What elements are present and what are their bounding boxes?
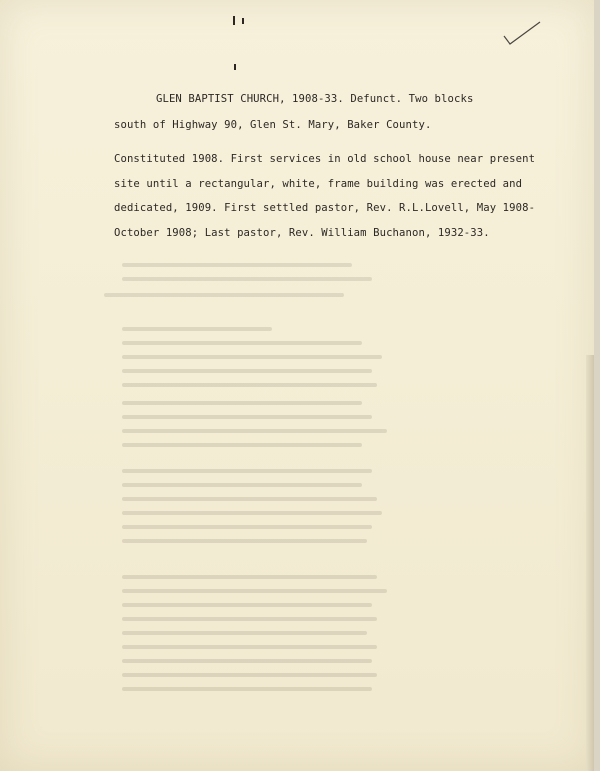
page-edge-shadow	[586, 355, 594, 771]
entry-heading-location: south of Highway 90, Glen St. Mary, Baker County.	[114, 119, 432, 131]
pin-mark	[233, 16, 235, 25]
check-mark-icon	[500, 20, 544, 50]
pin-mark	[234, 64, 236, 70]
paragraph-line: site until a rectangular, white, frame building was erected and	[114, 178, 523, 190]
entry-heading: GLEN BAPTIST CHURCH, 1908-33. Defunct. Two blocks	[156, 93, 474, 105]
paragraph-line: October 1908; Last pastor, Rev. William Buchanon, 1932-33.	[114, 227, 490, 239]
bleed-through-text	[112, 255, 532, 725]
pin-mark	[242, 18, 244, 24]
paragraph-line: dedicated, 1909. First settled pastor, Rev. R.L.Lovell, May 1908-	[114, 202, 536, 214]
paragraph-line: Constituted 1908. First services in old school house near present	[114, 153, 536, 165]
